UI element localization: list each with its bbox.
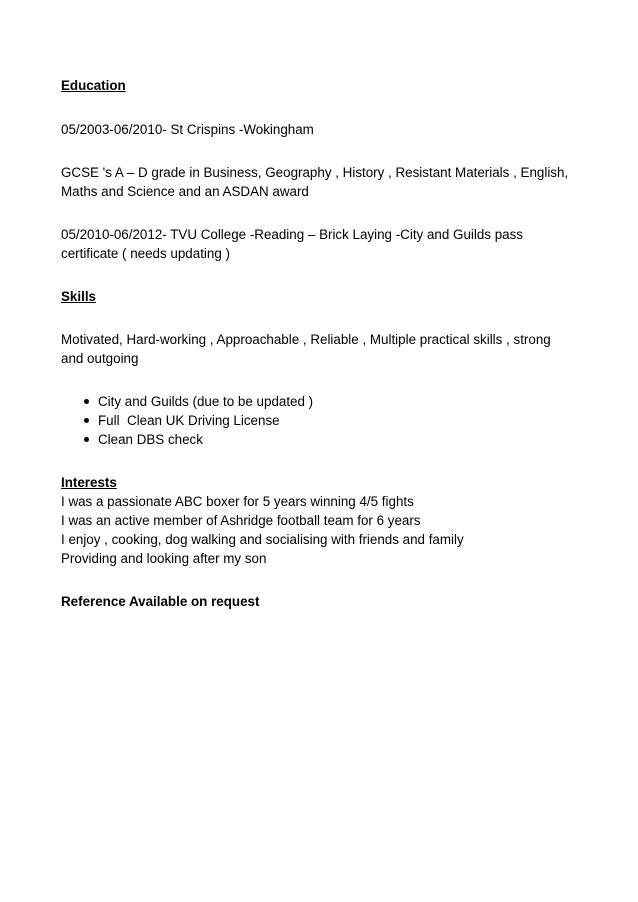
interest-line: Providing and looking after my son <box>61 551 267 566</box>
cv-page <box>61 76 571 611</box>
list-item <box>98 430 571 449</box>
interest-line: I enjoy , cooking, dog walking and socialising with friends and family <box>61 532 464 547</box>
interest-line: I was a passionate ABC boxer for 5 years winning 4/5 fights <box>61 494 414 509</box>
skill-bullet-text: Full Clean UK Driving License <box>98 413 280 428</box>
reference-note: Reference Available on request <box>61 594 260 609</box>
list-item <box>98 411 571 430</box>
bullet-dot-icon <box>84 437 89 442</box>
interests-heading: Interests <box>61 475 117 490</box>
education-heading: Education <box>61 78 126 93</box>
list-item <box>98 392 571 411</box>
interest-line: I was an active member of Ashridge football team for 6 years <box>61 513 421 528</box>
skills-heading: Skills <box>61 289 96 304</box>
bullet-dot-icon <box>84 399 89 404</box>
skill-bullet-text: Clean DBS check <box>98 432 203 447</box>
education-entry-school: 05/2003-06/2010- St Crispins -Wokingham <box>61 122 314 137</box>
skills-bullet-list <box>61 392 571 449</box>
education-entry-gcse: GCSE 's A – D grade in Business, Geography , History , Resistant Materials , English, Maths and Science and an ASDAN award <box>61 165 569 199</box>
education-entry-college: 05/2010-06/2012- TVU College -Reading – Brick Laying -City and Guilds pass certificate ( needs updating ) <box>61 227 523 261</box>
skills-summary: Motivated, Hard-working , Approachable , Reliable , Multiple practical skills , strong and outgoing <box>61 332 551 366</box>
bullet-dot-icon <box>84 418 89 423</box>
skill-bullet-text: City and Guilds (due to be updated ) <box>98 394 314 409</box>
